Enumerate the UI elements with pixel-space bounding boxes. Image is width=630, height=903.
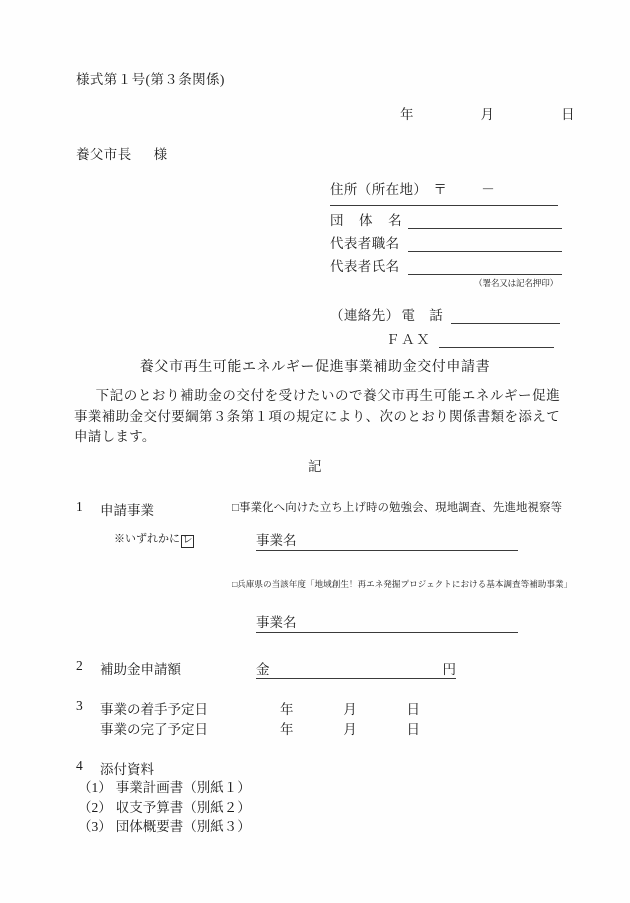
group-name-label-c1: 団 xyxy=(330,213,344,228)
item1-project-name-label-1: 事業名 xyxy=(256,529,297,551)
attachment-text: 収支予算書（別紙２） xyxy=(115,799,251,815)
attachment-text: 団体概要書（別紙３） xyxy=(115,819,251,834)
fax-input[interactable] xyxy=(439,334,554,348)
item3-start-day-label: 日 xyxy=(406,702,420,717)
postal-mark-icon: 〒 xyxy=(433,182,448,197)
item3-end-day-label: 日 xyxy=(406,722,420,737)
item1-label: 申請事業 xyxy=(100,503,154,518)
attachment-number: （3） xyxy=(78,819,112,834)
item4-number: 4 xyxy=(76,758,83,773)
date-month-label: 月 xyxy=(480,107,495,122)
fax-label: ＦＡＸ xyxy=(386,332,432,347)
item1-checkbox-option-1[interactable]: □事業化へ向けた立ち上げ時の勉強会、現地調査、先進地視察等 xyxy=(232,502,563,514)
rep-name-row xyxy=(330,255,562,275)
addressee-name: 養父市長 xyxy=(76,147,132,162)
item2-number: 2 xyxy=(76,658,83,673)
list-item xyxy=(78,778,251,798)
item2-amount-field[interactable] xyxy=(256,658,456,679)
rep-title-input[interactable] xyxy=(408,238,562,252)
addressee-line xyxy=(76,143,168,163)
rep-title-label: 代表者職名 xyxy=(330,236,400,251)
date-day-label: 日 xyxy=(561,107,575,122)
rep-name-label: 代表者氏名 xyxy=(330,259,400,274)
item3-end-year-label: 年 xyxy=(280,722,294,737)
attachment-number: （1） xyxy=(78,780,112,795)
item1-project-name-label-2: 事業名 xyxy=(256,611,297,633)
addressee-honorific: 様 xyxy=(153,147,168,162)
item1-project-name-input-2[interactable] xyxy=(297,617,519,633)
item1-project-name-field-2 xyxy=(256,611,518,633)
postal-dash: － xyxy=(481,182,496,197)
item3-end-date-label: 事業の完了予定日 xyxy=(100,722,208,737)
list-item xyxy=(78,817,251,837)
contact-block xyxy=(330,300,560,348)
item1-check-instruction xyxy=(114,530,194,548)
item1-check-instruction-text: ※いずれかに xyxy=(114,533,180,545)
fax-row xyxy=(330,328,560,348)
item3-start-month-label: 月 xyxy=(343,702,357,717)
checkmark-box-icon: レ xyxy=(182,535,193,546)
item1-checkbox-option-2[interactable]: □兵庫県の当該年度「地域創生！再エネ発掘プロジェクトにおける基本調査等補助事業」 xyxy=(232,579,573,589)
item3-start-date-fields[interactable] xyxy=(280,698,420,718)
group-name-label xyxy=(330,209,402,229)
document-title: 養父市再生可能エネルギー促進事業補助金交付申請書 xyxy=(139,360,491,375)
date-year-label: 年 xyxy=(400,107,414,122)
amount-prefix-label: 金 xyxy=(256,662,270,677)
address-row xyxy=(330,178,562,198)
list-item xyxy=(78,798,251,818)
telephone-row xyxy=(330,304,560,324)
telephone-label: 電 話 xyxy=(401,308,444,323)
form-number: 様式第１号(第３条関係) xyxy=(76,72,225,87)
item4-label: 添付資料 xyxy=(100,762,154,777)
ki-marker: 記 xyxy=(308,459,322,474)
body-paragraph xyxy=(74,386,560,448)
item3-end-date-fields[interactable] xyxy=(280,718,420,738)
attachment-list xyxy=(78,778,251,837)
amount-suffix-label: 円 xyxy=(442,662,456,677)
item1-project-name-field-1 xyxy=(256,529,518,551)
applicant-block xyxy=(330,178,562,289)
rep-title-row xyxy=(330,232,562,252)
item3-end-month-label: 月 xyxy=(343,722,357,737)
address-label: 住所（所在地） xyxy=(330,182,428,197)
body-paragraph-text: 下記のとおり補助金の交付を受けたいので養父市再生可能エネルギー促進事業補助金交付要綱第３条第１項の規定により、次のとおり関係書類を添えて申請します。 xyxy=(74,388,560,444)
item1-project-name-input-1[interactable] xyxy=(297,535,519,551)
item3-number: 3 xyxy=(76,698,83,713)
group-name-row xyxy=(330,209,562,229)
group-name-input[interactable] xyxy=(408,215,562,229)
group-name-label-c3: 名 xyxy=(388,213,402,228)
seal-note: （署名又は記名押印） xyxy=(474,278,558,288)
attachment-text: 事業計画書（別紙１） xyxy=(115,780,251,795)
rep-name-input[interactable] xyxy=(408,261,562,275)
item3-start-year-label: 年 xyxy=(280,702,294,717)
item3-start-date-label: 事業の着手予定日 xyxy=(100,702,208,717)
address-write-line[interactable] xyxy=(330,205,558,206)
contact-prefix-label: （連絡先） xyxy=(330,308,400,323)
telephone-input[interactable] xyxy=(451,310,560,324)
attachment-number: （2） xyxy=(78,799,112,815)
date-line-header xyxy=(400,103,575,123)
item1-number: 1 xyxy=(76,499,83,514)
item2-label: 補助金申請額 xyxy=(100,662,181,677)
group-name-label-c2: 体 xyxy=(359,213,373,228)
